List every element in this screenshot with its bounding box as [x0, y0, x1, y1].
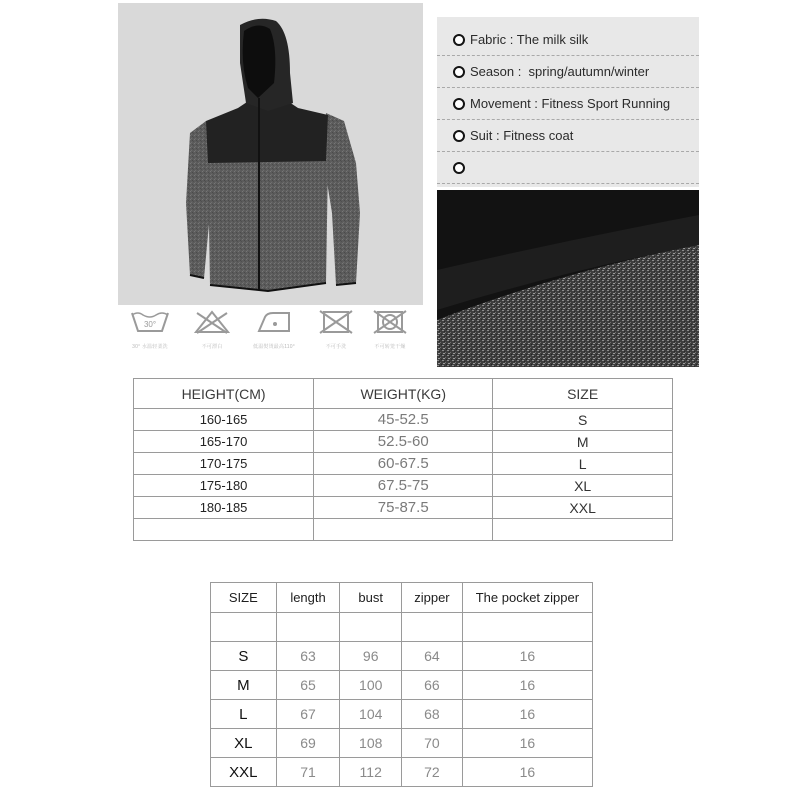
bullet-icon: [453, 34, 465, 46]
header-bust: bust: [340, 583, 402, 613]
cell-height: 165-170: [134, 431, 314, 453]
attribute-season: [437, 56, 699, 88]
header-zipper: zipper: [402, 583, 463, 613]
cell-bust: 96: [340, 642, 402, 671]
cell-zipper: 70: [402, 729, 463, 758]
product-attributes: [437, 17, 699, 187]
cell-pocket-zipper: 16: [462, 671, 592, 700]
table-row: [211, 758, 593, 787]
header-weight: WEIGHT(KG): [314, 379, 493, 409]
care-item: [182, 309, 242, 350]
cell-pocket-zipper: 16: [462, 642, 592, 671]
cell-size: S: [211, 642, 277, 671]
no-bleach-icon: [191, 309, 233, 335]
cell-size: XL: [211, 729, 277, 758]
cell-size: L: [493, 453, 673, 475]
cell-length: 71: [276, 758, 340, 787]
cell-pocket-zipper: [462, 613, 592, 642]
cell-weight: 75-87.5: [314, 497, 493, 519]
product-photo: [118, 3, 423, 305]
header-pocket-zipper: The pocket zipper: [462, 583, 592, 613]
bullet-icon: [453, 66, 465, 78]
cell-bust: [340, 613, 402, 642]
no-tumble-dry-icon: [369, 309, 411, 335]
table-row: [211, 729, 593, 758]
table-row: [134, 431, 673, 453]
care-instructions: [118, 305, 423, 365]
cell-bust: 104: [340, 700, 402, 729]
cell-weight: 45-52.5: [314, 409, 493, 431]
cell-zipper: 72: [402, 758, 463, 787]
cell-size: L: [211, 700, 277, 729]
iron-low-icon: [253, 309, 295, 335]
care-label: 不可漂白: [201, 344, 223, 350]
table-header-row: [211, 583, 593, 613]
cell-bust: 100: [340, 671, 402, 700]
care-label: 30° 水温轻柔洗: [132, 344, 168, 350]
cell-size: [493, 519, 673, 541]
attribute-text: Suit : Fitness coat: [470, 128, 574, 143]
care-label: 不可转笼干燥: [374, 344, 406, 350]
cell-weight: [314, 519, 493, 541]
attribute-text: Season : spring/autumn/winter: [470, 64, 650, 79]
care-item: [244, 309, 304, 350]
cell-zipper: 64: [402, 642, 463, 671]
cell-length: 65: [276, 671, 340, 700]
cell-length: [276, 613, 340, 642]
cell-bust: 108: [340, 729, 402, 758]
table-row: [134, 409, 673, 431]
attribute-empty: [437, 152, 699, 184]
cell-height: 175-180: [134, 475, 314, 497]
header-height: HEIGHT(CM): [134, 379, 314, 409]
bullet-icon: [453, 130, 465, 142]
attribute-fabric: [437, 24, 699, 56]
attribute-movement: [437, 88, 699, 120]
svg-text:30°: 30°: [143, 320, 157, 329]
care-label: 不可手洗: [325, 344, 347, 350]
cell-size: XXL: [493, 497, 673, 519]
cell-size: XXL: [211, 758, 277, 787]
table-row-empty: [134, 519, 673, 541]
cell-height: 180-185: [134, 497, 314, 519]
cell-size: [211, 613, 277, 642]
table-row: [211, 700, 593, 729]
table-header-row: [134, 379, 673, 409]
care-item: [360, 309, 420, 350]
size-by-height-weight-table: [133, 378, 673, 541]
cell-zipper: 66: [402, 671, 463, 700]
attribute-text: Fabric : The milk silk: [470, 32, 589, 47]
cell-length: 67: [276, 700, 340, 729]
garment-measurements-table: [210, 582, 593, 787]
bullet-icon: [453, 98, 465, 110]
table-row: [211, 671, 593, 700]
care-item: [120, 309, 180, 350]
table-row: [134, 453, 673, 475]
bullet-icon: [453, 162, 465, 174]
cell-length: 63: [276, 642, 340, 671]
no-hand-wash-icon: [315, 309, 357, 335]
care-item: [306, 309, 366, 350]
fabric-closeup-image: [437, 190, 699, 367]
table-row: [134, 475, 673, 497]
cell-height: [134, 519, 314, 541]
cell-weight: 60-67.5: [314, 453, 493, 475]
cell-pocket-zipper: 16: [462, 758, 592, 787]
header-size: SIZE: [493, 379, 673, 409]
header-size: SIZE: [211, 583, 277, 613]
jacket-illustration: [118, 3, 423, 305]
cell-pocket-zipper: 16: [462, 729, 592, 758]
table-row: [211, 642, 593, 671]
cell-zipper: [402, 613, 463, 642]
care-label: 低温熨烫最高110°: [253, 344, 295, 350]
cell-size: M: [211, 671, 277, 700]
cell-zipper: 68: [402, 700, 463, 729]
header-length: length: [276, 583, 340, 613]
wash-30-icon: [129, 309, 171, 335]
cell-bust: 112: [340, 758, 402, 787]
cell-height: 170-175: [134, 453, 314, 475]
table-row-empty: [211, 613, 593, 642]
table-row: [134, 497, 673, 519]
cell-pocket-zipper: 16: [462, 700, 592, 729]
attribute-suit: [437, 120, 699, 152]
cell-size: M: [493, 431, 673, 453]
attribute-text: Movement : Fitness Sport Running: [470, 96, 671, 111]
cell-weight: 67.5-75: [314, 475, 493, 497]
fabric-swatch: [437, 190, 699, 367]
cell-length: 69: [276, 729, 340, 758]
cell-size: XL: [493, 475, 673, 497]
cell-height: 160-165: [134, 409, 314, 431]
cell-weight: 52.5-60: [314, 431, 493, 453]
cell-size: S: [493, 409, 673, 431]
